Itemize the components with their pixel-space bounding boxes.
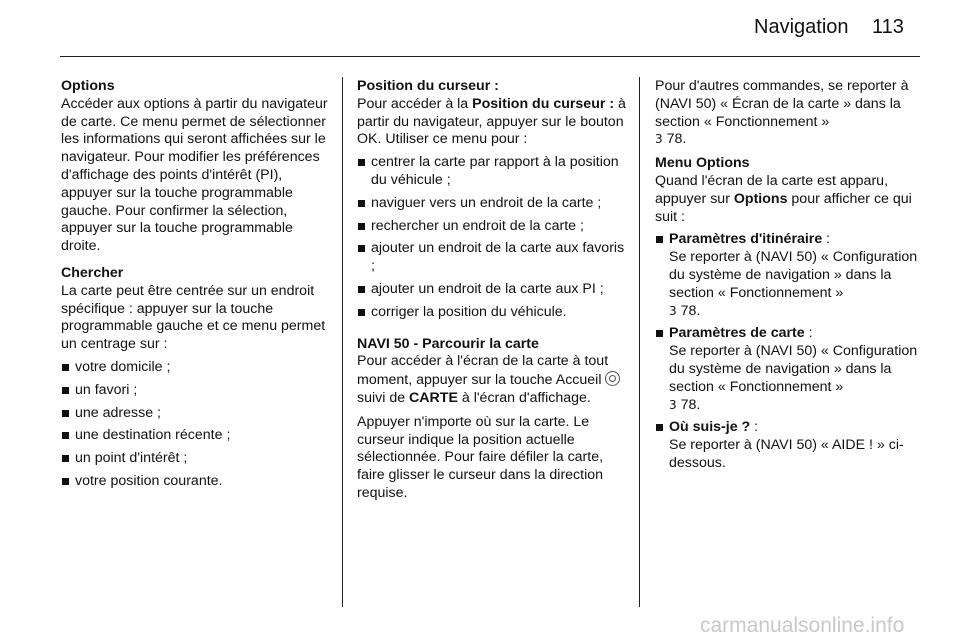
list-item-text (669, 343, 927, 414)
bullet-icon (62, 364, 69, 371)
position-heading: Position du curseur : (357, 78, 499, 94)
menu-options-paragraph (655, 173, 927, 226)
list-item-text: ajouter un endroit de la carte aux favoris ; (371, 240, 625, 275)
list-item (61, 382, 329, 400)
text-run: Se reporter à (NAVI 50) « Configuration du système de navigation » dans la section « Fonctionnement » (669, 249, 918, 301)
bullet-icon (62, 455, 69, 462)
list-item-text: une destination récente ; (75, 427, 231, 444)
list-item (357, 240, 627, 276)
bullet-icon (358, 159, 365, 166)
menu-options-heading: Menu Options (655, 155, 750, 172)
bold-term: Position du curseur : (472, 95, 615, 112)
options-paragraph: Accéder aux options à partir du navigateur de carte. Ce menu permet de sélectionner les informations qui seront affichées sur le navigateur. Pour modifier les préférences d'affichage des points d'intérêt (PI), appuyer sur la touche programmable gauche. Pour confirmer la sélection, appuyer sur la touche programmable droite. (61, 95, 328, 255)
navi-paragraph-2: Appuyer n'importe où sur la carte. Le curseur indique la position actuelle sélectionnée. Pour faire défiler la carte, faire glisser le curseur dans la direction requise. (357, 413, 604, 501)
watermark: carmanualsonline.info (700, 614, 905, 637)
navi-heading: NAVI 50 - Parcourir la carte (357, 335, 539, 352)
text-run: Pour accéder à l'écran de la carte à tout moment, appuyer sur la touche Accueil (357, 353, 609, 389)
list-item (357, 304, 627, 322)
column-divider (342, 77, 343, 607)
text-run: Pour d'autres commandes, se reporter à (NAVI 50) « Écran de la carte » dans la section « Fonctionnement » (655, 78, 909, 130)
options-heading: Options (61, 78, 115, 94)
bold-term: Options (733, 190, 788, 207)
bullet-icon (62, 432, 69, 439)
chercher-list (61, 359, 329, 491)
options-list (655, 231, 927, 472)
text-run: Se reporter à (NAVI 50) « Configuration du système de navigation » dans la section « Fonctionnement » (669, 343, 918, 395)
page-number: 113 (872, 16, 904, 38)
list-item (61, 405, 329, 423)
page-ref: 78. (680, 396, 701, 413)
list-item (357, 195, 627, 213)
intro-paragraph (655, 78, 927, 149)
list-item-label: Paramètres d'itinéraire (669, 231, 823, 248)
list-item-text: ajouter un endroit de la carte aux PI ; (371, 280, 604, 297)
chercher-heading: Chercher (61, 264, 124, 281)
header-rule (60, 56, 920, 57)
list-item-text: corriger la position du véhicule. (371, 303, 567, 320)
list-item (61, 450, 329, 468)
text-run: Se reporter à (NAVI 50) « AIDE ! » ci-dessous. (669, 437, 904, 471)
bullet-icon (62, 387, 69, 394)
chercher-paragraph: La carte peut être centrée sur un endroit spécifique : appuyer sur la touche programmable gauche et ce menu permet un centrage sur : (61, 282, 326, 353)
column-divider (639, 77, 640, 607)
list-item-text: centrer la carte par rapport à la position du véhicule ; (371, 154, 619, 188)
page-header (0, 0, 960, 60)
list-item-label: Paramètres de carte (669, 325, 805, 342)
text-run: : (822, 231, 831, 248)
list-item (655, 419, 927, 472)
bullet-icon (358, 286, 365, 293)
bullet-icon (62, 478, 69, 485)
text-run: : (804, 325, 813, 342)
list-item (61, 359, 329, 377)
column-2 (357, 78, 627, 503)
position-list (357, 154, 627, 321)
column-1 (61, 78, 329, 491)
page-ref-icon: 3 (669, 303, 677, 318)
list-item-text: un favori ; (75, 381, 138, 398)
list-item-text (669, 437, 927, 473)
page-ref: 78. (680, 302, 701, 319)
list-item (655, 231, 927, 320)
list-item-text: naviguer vers un endroit de la carte ; (371, 194, 602, 211)
list-item-text: votre position courante. (75, 472, 223, 489)
list-item-text: une adresse ; (75, 404, 161, 421)
list-item (655, 325, 927, 414)
section-title: Navigation (754, 16, 849, 38)
list-item-text: un point d'intérêt ; (75, 450, 188, 467)
list-item (357, 281, 627, 299)
text-run: Pour accéder à la (357, 95, 473, 112)
bullet-icon (358, 223, 365, 230)
navi-paragraph (357, 353, 627, 407)
column-3 (655, 78, 927, 473)
bullet-icon (358, 200, 365, 207)
page-ref-icon: 3 (655, 132, 663, 147)
text-run: : (750, 419, 759, 436)
bullet-icon (62, 410, 69, 417)
text-run: pour afficher ce qui suit : (655, 190, 912, 225)
list-item-text: rechercher un endroit de la carte ; (371, 217, 584, 234)
list-item-label: Où suis-je ? (669, 419, 751, 436)
page-ref: 78. (666, 131, 687, 148)
list-item-text (669, 249, 927, 320)
list-item (357, 154, 627, 190)
text-run: à l'écran d'affichage. (457, 389, 591, 406)
bold-term: CARTE (409, 389, 458, 406)
bullet-icon (358, 245, 365, 252)
text-run: suivi de (357, 389, 410, 406)
position-paragraph (357, 96, 627, 149)
bullet-icon (358, 309, 365, 316)
page-ref-icon: 3 (669, 397, 677, 412)
list-item (61, 427, 329, 445)
bullet-icon (656, 424, 663, 431)
list-item (357, 218, 627, 236)
text-run: à partir du navigateur, appuyer sur le bouton OK. Utiliser ce menu pour : (357, 95, 626, 148)
bullet-icon (656, 330, 663, 337)
list-item (61, 473, 329, 491)
bullet-icon (656, 236, 663, 243)
home-icon (605, 371, 620, 386)
list-item-text: votre domicile ; (75, 358, 171, 375)
text-run: Quand l'écran de la carte est apparu, appuyer sur (655, 172, 889, 207)
